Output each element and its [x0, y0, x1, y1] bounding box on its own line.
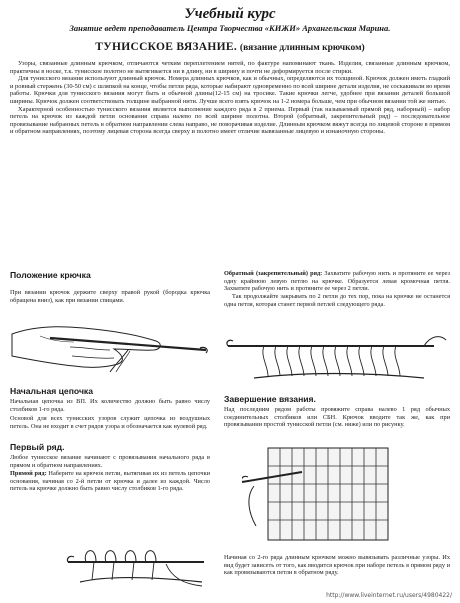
intro-paragraph: Для тунисского вязания используют длинный крючок. Номера длинных крючков, как и обычных, определяются их толщиной. Крючок должен иметь гладкий и ровный стержень (30-50 см) с шляпкой на конце, чтобы петли ряда, которые набирают одновременно по всей ширине детали изделия, не соскакивали во время работы. Крючки для тунисского вязания могут быть и обычной длины(12-15 см) на тросике. Такие крючки легче, удобнее при вязании деталей большой ширины. Крючок должен соответствовать толщине выбранной нити. Лучше всего взять крючок на 1-2 номера больше, чем при обычном вязании той же нитью. — [10, 75, 450, 105]
left-column — [10, 270, 210, 600]
article-title — [10, 40, 450, 55]
position-heading: Положение крючка — [10, 270, 91, 280]
reverse-row-label: Обратный (закрепительный) ряд: — [224, 270, 323, 277]
reverse-row-illustration — [224, 332, 450, 384]
finish-heading: Завершение вязания. — [224, 394, 316, 404]
course-title: Учебный курс — [184, 6, 276, 22]
course-subtitle: Занятие ведет преподаватель Центра Творчества «КИЖИ» Архангельская Марина. — [69, 23, 391, 33]
reverse-row-body: Захватите рабочую нить и протяните ее через одну крайнюю левую петлю на крючке. Образуется левая кромочная петля. Захватите рабочую нить и протяните ее через 2 петли. — [224, 270, 450, 293]
reverse-row-continue-text: Так продолжайте закрывать по 2 петли до тех пор, пока на крючке не останется одна петля, которая станет первой петлей следующего ряда. — [224, 293, 450, 308]
position-text: При вязании крючок держите сверху правой рукой (бородка крючка обращена вниз), как при вязании спицами. — [10, 289, 210, 304]
hand-holding-hook-illustration — [10, 314, 210, 376]
tunisian-fabric-illustration — [242, 442, 402, 548]
direct-row-text — [10, 470, 210, 493]
first-row-heading: Первый ряд. — [10, 442, 65, 452]
watermark: http://www.liveinternet.ru/users/4980422/ — [326, 592, 452, 599]
direct-row-label: Прямой ряд: — [10, 470, 47, 477]
intro-paragraph: Узоры, связанные длинным крючком, отличаются четким переплетением нитей, по фактуре напоминают ткань. Изделия, связанные длинным крючком, практичны в носке, т.к. тунисское полотно не вытягивается ни в длину, ни в ширину и почти не деформируется после стирки. — [10, 60, 450, 75]
intro-paragraph: Характерной особенностью тунисского вязания является выполнение каждого ряда в 2 приема. Первый (так называемый прямой ряд, наборный) – набор петель на крючок из каждой петли основания справа налево по всей ширине полотна. Второй (обратный, закрепительный ряд) – последовательное провязывание набранных петель в обратном направлении слева направо, не поворачивая изделие. Длинным крючком вяжут всегда по лицевой стороне в прямом и обратном направлениях, поэтому лицевая сторона всегда сверху и полотно имеет отличие вывязанные лицевую и изнаночную стороны. — [10, 105, 450, 136]
bottom-text: Начиная со 2-го ряда длинным крючком можно вывязывать различные узоры. Их вид будет зависеть от того, как вводится крючок при наборе петель в прямом ряду и как провязываются петли в обратном ряду. — [224, 554, 450, 577]
article-title-main: ТУНИССКОЕ ВЯЗАНИЕ. — [95, 41, 238, 53]
hook-loops-illustration — [66, 522, 206, 594]
reverse-row-text — [224, 270, 450, 293]
first-row-text: Любое тунисское вязание начинают с провязывания начального ряда в прямом и обратном направлениях. — [10, 454, 210, 469]
article-title-note: (вязание длинным крючком) — [239, 43, 365, 53]
intro-text — [10, 60, 450, 136]
chain-text: Начальная цепочка из ВП. Их количество должно быть равно числу столбиков 1-го ряда. — [10, 398, 210, 413]
chain-heading: Начальная цепочка — [10, 386, 94, 396]
chain-base-text: Основой для всех тунисских узоров служит цепочка из воздушных петель. Она не входит в счет рядов узора и обозначается как нулевой ряд. — [10, 415, 210, 430]
finish-text: Над последним рядом работы провяжите справа налево 1 ряд обычных соединительных столбиков или СБН. Крючок вводите так же, как при провязывании простой тунисской петли (см. ниже) или по рисунку. — [224, 406, 450, 429]
direct-row-body: Наберите на крючок петли, вытягивая их из петель цепочки основания, начиная со 2-й петли от крючка и далее из каждой. Число петель на крючке должно быть равно числу столбиков 1-го ряда. — [10, 470, 211, 493]
two-columns — [10, 270, 450, 600]
right-column — [224, 270, 450, 600]
